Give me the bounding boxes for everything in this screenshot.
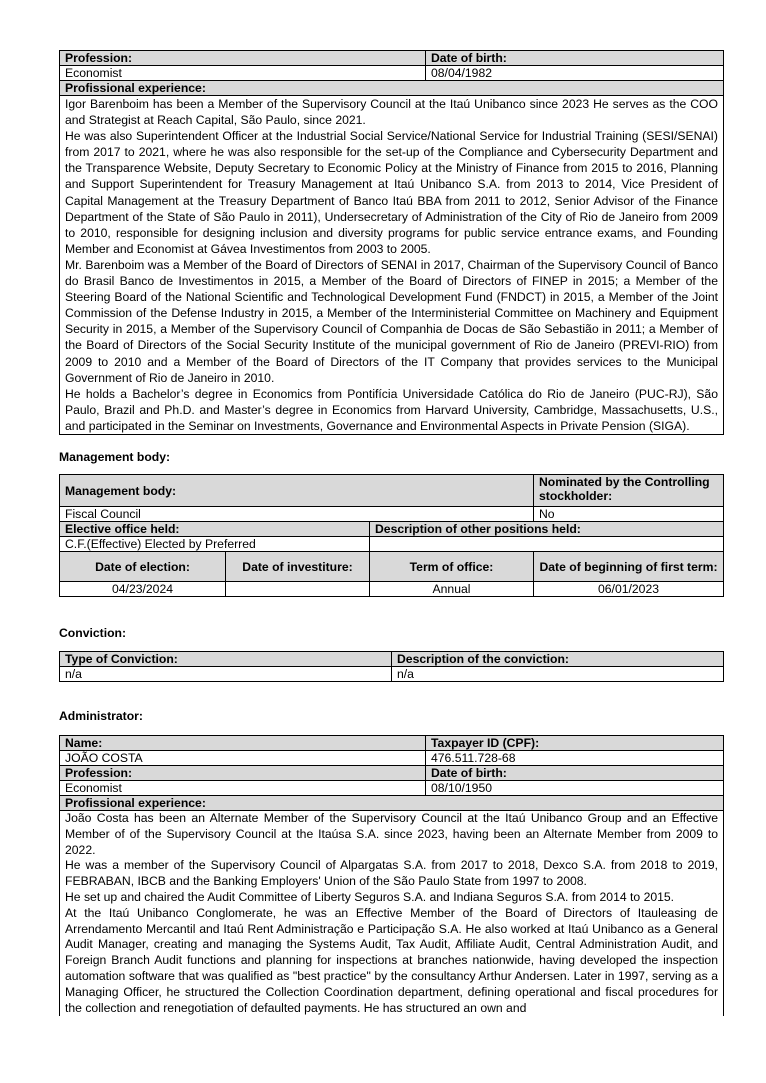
experience-paragraph: At the Itaú Unibanco Conglomerate, he was an Effective Member of the Board of Directors of Itauleasing de Arrendamento Mercantil and Itaú Rent Administração e Participação S.A. He also worked at Itaú Unibanco as a General Audit Manager, creating and managing the Systems Audit, Tax Audit, Affiliate Audit, Central Administration Audit, and Foreign Branch Audit functions and planning for inspections at branches nationwide, having developed the inspection automation software that was qualified as "best practice" by the consultancy Arthur Andersen. Later in 1997, serving as a Managing Officer, he structured the Collection Coordination department, defining operational and fiscal procedures for the collection and renegotiation of defaulted payments. He has structured an own and xyxy=(65,905,718,1015)
birth-value: 08/04/1982 xyxy=(426,66,724,81)
admin-birth-label: Date of birth: xyxy=(426,766,724,781)
term-value: Annual xyxy=(370,582,534,597)
person-profile-table xyxy=(59,50,724,435)
conviction-section-title: Conviction: xyxy=(59,626,127,640)
experience-paragraph: He set up and chaired the Audit Committee of Liberty Seguros S.A. and Indiana Seguros S.A. from 2014 to 2015. xyxy=(65,889,675,904)
investiture-label: Date of investiture: xyxy=(226,552,370,582)
birth-label: Date of birth: xyxy=(426,51,724,66)
first-term-label: Date of beginning of first term: xyxy=(534,552,724,582)
admin-birth-value: 08/10/1950 xyxy=(426,781,724,796)
investiture-value xyxy=(226,582,370,597)
experience-paragraph: He was also Superintendent Officer at the Industrial Social Service/National Service for Industrial Training (SESI/SENAI) from 2017 to 2021, where he was also responsible for the set-up of the Compliance and Cybersecurity Department and the Transparence Website, Deputy Secretary to Economic Policy at the Ministry of Finance from 2015 to 2016, Planning and Support Superintendent for Treasury Management at Itaú Unibanco S.A. from 2013 to 2014, Vice President of Capital Management at the Treasury Department of Banco Itaú BBA from 2011 to 2012, Senior Advisor of the Finance Department of the State of São Paulo in 2011), Undersecretary of Administration of the City of Rio de Janeiro from 2009 to 2010, responsible for designing inclusion and diversity programs for public service entrance exams, and Founding Member and Economist at Gávea Investimentos from 2003 to 2005. xyxy=(65,129,718,256)
profession-value: Economist xyxy=(60,66,426,81)
cpf-value: 476.511.728-68 xyxy=(426,751,724,766)
experience-paragraph: Mr. Barenboim was a Member of the Board of Directors of SENAI in 2017, Chairman of the Supervisory Council of Banco do Brasil Banco de Investimentos in 2015, a Member of the Board of Directors of FINEP in 2015; a Member of the Steering Board of the National Scientific and Technological Development Fund (FNDCT) in 2015, a Member of the Joint Commission of the Defense Industry in 2015, a Member of the Interministerial Committee on Machinery and Equipment Security in 2015, a Member of the Supervisory Council of Companhia de Docas de São Sebastião in 2011; a Member of the Board of Directors of the Social Security Institute of the municipal government of Rio de Janeiro (PREVI-RIO) from 2009 to 2010 and a Member of the Board of Directors of the IT Company that provides services to the Municipal Government of Rio de Janeiro in 2010. xyxy=(65,257,718,385)
management-body-label: Management body: xyxy=(60,475,534,507)
other-positions-label: Description of other positions held: xyxy=(370,522,724,537)
experience-paragraph: Igor Barenboim has been a Member of the Supervisory Council at the Itaú Unibanco since 2023 He serves as the COO and Strategist at Reach Capital, São Paulo, since 2021. xyxy=(65,97,718,128)
experience-paragraph: He was a member of the Supervisory Council of Alpargatas S.A. from 2017 to 2018, Dexco S.A. from 2018 to 2019, FEBRABAN, IBCB and the Banking Employers' Union of the São Paulo State from 1997 to 2008. xyxy=(65,858,718,889)
cpf-label: Taxpayer ID (CPF): xyxy=(426,736,724,751)
elective-office-label: Elective office held: xyxy=(60,522,370,537)
experience-paragraph: João Costa has been an Alternate Member of the Supervisory Council at the Itaú Unibanco Group and an Effective Member of of the Supervisory Council at the Itaúsa S.A. since 2023, having been an Alternate Member from 2009 to 2022. xyxy=(65,811,718,857)
election-date-label: Date of election: xyxy=(60,552,226,582)
experience-text xyxy=(60,96,724,435)
conviction-desc-label: Description of the conviction: xyxy=(392,652,724,667)
conviction-desc-value: n/a xyxy=(392,667,724,682)
admin-profession-label: Profession: xyxy=(60,766,426,781)
nominated-value: No xyxy=(534,507,724,522)
experience-label: Profissional experience: xyxy=(60,81,724,96)
first-term-value: 06/01/2023 xyxy=(534,582,724,597)
nominated-label: Nominated by the Controlling stockholder: xyxy=(534,475,724,507)
election-date-value: 04/23/2024 xyxy=(60,582,226,597)
management-section-title: Management body: xyxy=(59,450,171,464)
administrator-section-title: Administrator: xyxy=(59,709,143,723)
experience-paragraph: He holds a Bachelor’s degree in Economics from Pontifícia Universidade Católica do Rio de Janeiro (PUC-RJ), São Paulo, Brazil and Ph.D. and Master’s degree in Economics from Harvard University, Cambridge, Massachusetts, U.S., and participated in the Seminar on Investments, Governance and Environmental Aspects in Private Pension (SIGA). xyxy=(65,386,718,433)
elective-office-value: C.F.(Effective) Elected by Preferred xyxy=(60,537,370,552)
management-table xyxy=(59,474,724,597)
management-body-value: Fiscal Council xyxy=(60,507,534,522)
conviction-type-value: n/a xyxy=(60,667,392,682)
name-label: Name: xyxy=(60,736,426,751)
term-label: Term of office: xyxy=(370,552,534,582)
admin-experience-text xyxy=(60,811,724,1017)
administrator-table xyxy=(59,735,724,1016)
profession-label: Profession: xyxy=(60,51,426,66)
name-value: JOÃO COSTA xyxy=(60,751,426,766)
conviction-table xyxy=(59,651,724,682)
admin-experience-label: Profissional experience: xyxy=(60,796,724,811)
other-positions-value xyxy=(370,537,724,552)
admin-profession-value: Economist xyxy=(60,781,426,796)
conviction-type-label: Type of Conviction: xyxy=(60,652,392,667)
